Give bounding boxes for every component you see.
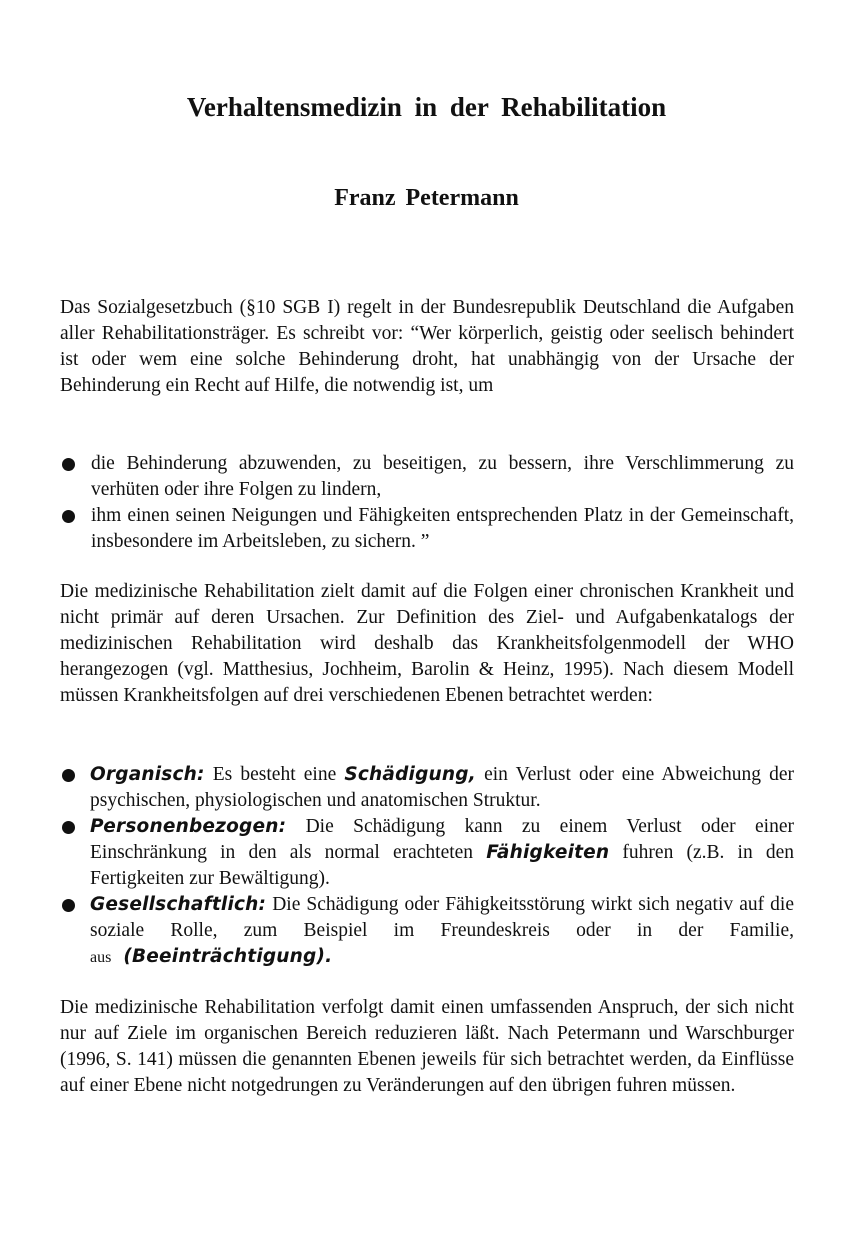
author-name: Franz Petermann (334, 185, 519, 211)
list-item-emphasis: (Beeinträchtigung). (123, 946, 333, 967)
bullet-icon (62, 769, 75, 782)
bullet-icon (62, 458, 75, 471)
list-item-text: aus (90, 949, 112, 966)
levels-bullet-list (60, 762, 794, 971)
list-item-emphasis: Fähigkeiten (486, 842, 610, 863)
list-item (60, 503, 794, 555)
list-item-term: Gesellschaftlich: (90, 894, 267, 915)
list-item-emphasis: Schädigung, (344, 764, 476, 785)
list-item-term: Organisch: (90, 764, 205, 785)
list-item-text: Die Schädigung kann zu einem Verlust oder einer Einschränkung in den als normal erachteten (90, 816, 794, 863)
list-item-term: Personenbezogen: (90, 816, 287, 837)
list-item-text: die Behinderung abzuwenden, zu beseitigen, zu bessern, ihre Verschlimmerung zu verhüten oder ihre Folgen zu lindern, (91, 453, 794, 500)
list-item-text: fuhren (z.B. in den Fertigkeiten zur Bewältigung). (90, 842, 795, 889)
paragraph-who-model: Die medizinische Rehabilitation zielt damit auf die Folgen einer chronischen Krankheit und nicht primär auf deren Ursachen. Zur Definition des Ziel- und Aufgabenkatalogs der medizinischen Rehabilitation wird deshalb das Krankheitsfolgenmodell der WHO herangezogen (vgl. Matthesius, Jochheim, Barolin & Heinz, 1995). Nach diesem Modell müssen Krankheitsfolgen auf drei verschiedenen Ebenen betrachtet werden: (60, 581, 794, 706)
page-title: Verhaltensmedizin in der Rehabilitation (186, 92, 667, 122)
paragraph-intro: Das Sozialgesetzbuch (§10 SGB I) regelt in der Bundesrepublik Deutschland die Aufgaben aller Rehabilitationsträger. Es schreibt vor: “Wer körperlich, geistig oder seelisch behindert ist oder wem eine solche Behinderung droht, hat unabhängig von der Ursache der Behinderung ein Recht auf Hilfe, die notwendig ist, um (60, 297, 794, 396)
list-item (60, 892, 794, 971)
paragraph-conclusion: Die medizinische Rehabilitation verfolgt damit einen umfassenden Anspruch, der sich nicht nur auf Ziele im organischen Bereich reduzieren läßt. Nach Petermann und Warschburger (1996, S. 141) müssen die genannten Ebenen jeweils für sich betrachtet werden, da Einflüsse auf einer Ebene nicht notgedrungen zu Veränderungen auf den übrigen fuhren müssen. (60, 997, 794, 1096)
list-item-text: ihm einen seinen Neigungen und Fähigkeiten entsprechenden Platz in der Gemeinschaft, insbesondere im Arbeitsleben, zu sichern. ” (91, 505, 794, 552)
bullet-icon (62, 510, 75, 523)
bullet-icon (62, 899, 75, 912)
list-item-text: Die Schädigung oder Fähigkeitsstörung wirkt sich negativ auf die soziale Rolle, zum Beispiel im Freundeskreis oder in der Familie, (90, 894, 794, 941)
quote-bullet-list (60, 451, 794, 555)
list-item (60, 814, 794, 892)
list-item-text: ein Verlust oder eine Abweichung der psychischen, physiologischen und anatomischen Struktur. (90, 764, 795, 811)
list-item (60, 762, 794, 814)
list-item-text: Es besteht eine (212, 764, 337, 785)
bullet-icon (62, 821, 75, 834)
list-item (60, 451, 794, 503)
